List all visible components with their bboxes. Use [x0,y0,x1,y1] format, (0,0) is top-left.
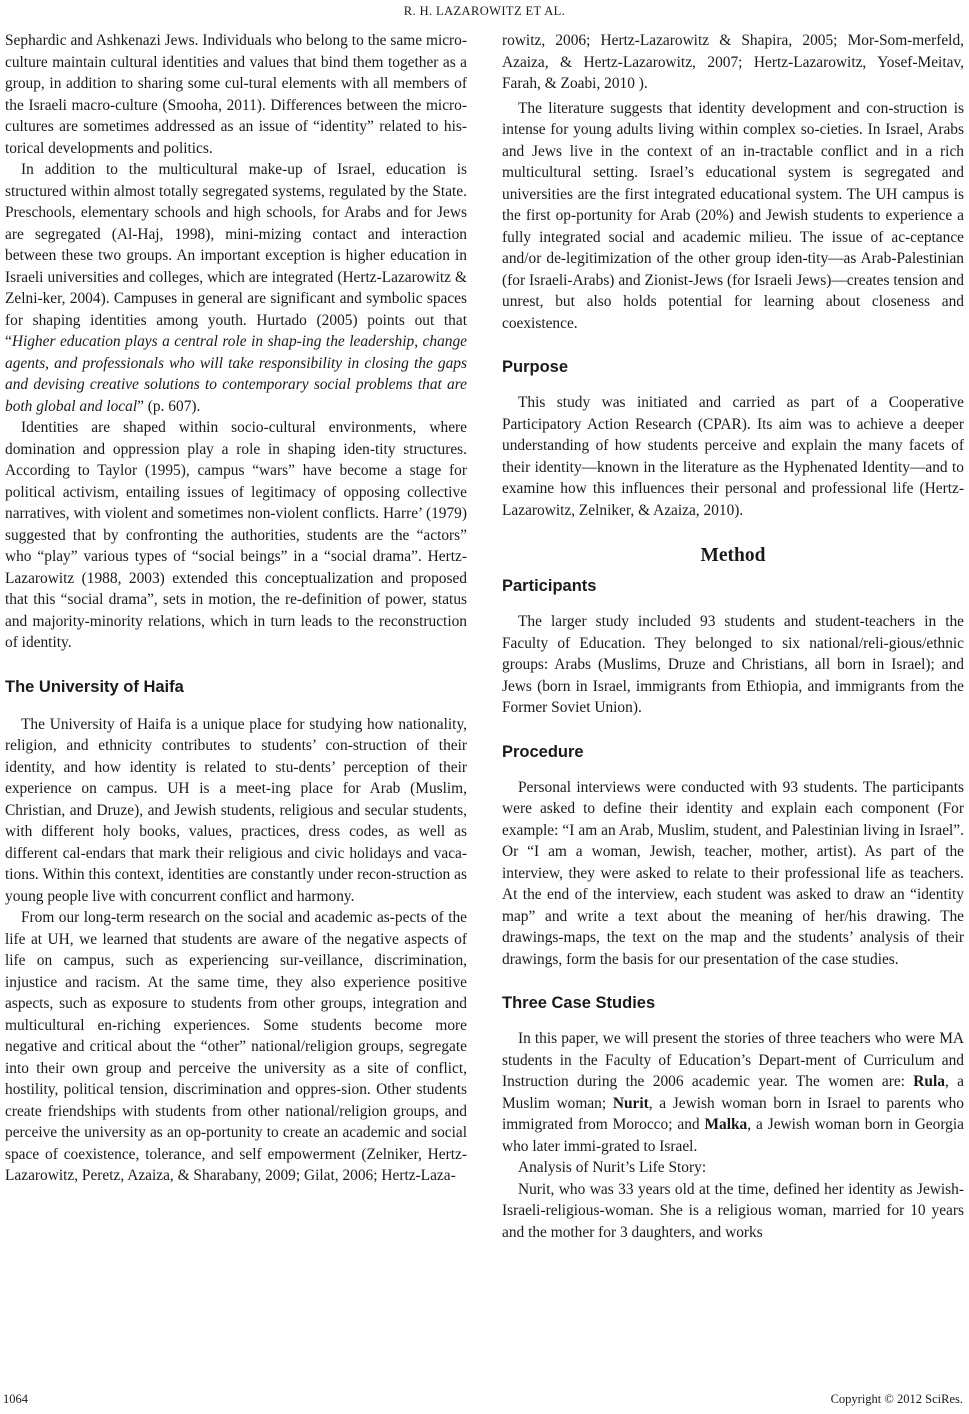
section-heading: The University of Haifa [5,677,184,696]
paragraph: Sephardic and Ashkenazi Jews. Individuals who belong to the same micro-culture maintain cultural identities and values that bind them together as a group, in addition to sharing some cul-tural elements with all members of the Israeli macro-culture (Smooha, 2011). Differences between the micro-cultures are sometimes addressed as an issue of “identity” related to his-torical developments and politics. [5,32,467,157]
paragraph: From our long-term research on the social and academic as-pects of the life at UH, we learned that students are aware of the negative aspects of life on campus, such as experiencing sur-veillance, discrimination, injustice and racism. At the same time, they also experience positive aspects, such as exposure to students from other groups, integration and multicultural en-riching experiences. Some students become more negative and critical about the “other” national/religion groups, segregate into their own group and perceive the university as a site of conflict, hostility, political tension, discrimination and oppres-sion. Other students create friendships with students from other national/religion groups, and perceive the university as an op-portunity to create an academic and social space of coexistence, tolerance, and self empowerment (Zelniker, Hertz-Lazarowitz, Peretz, Azaiza, & Sharabany, 2009; Gilat, 2006; Hertz-Laza- [5,909,467,1184]
running-head: R. H. LAZAROWITZ ET AL. [403,4,566,18]
paragraph [5,159,467,417]
paragraph: Nurit, who was 33 years old at the time, defined her identity as Jewish-Israeli-religious-woman. She is a religious woman, married for 10 years and the mother for 3 daughters, and works [502,1180,964,1241]
paragraph: Identities are shaped within socio-cultural environments, where domination and oppression play a role in shaping iden-tity structures. According to Taylor (1995), campus “wars” have become a stage for political activism, entailing issues of legitimacy of opposing collective narratives, with violent and sometimes non-violent conflicts. Harre’ (1979) suggested that by confronting the authorities, students are the “actors” who “play” various types of “social beings” in a “social drama”. Hertz-Lazarowitz (1988, 2003) extended this conceptualization and proposed that this “social drama”, sets in motion, the re-definition of power, status and majority-minority relations, which in turn leads to the reconstruction of identity. [5,419,467,651]
right-column [502,30,964,1243]
paragraph [502,1028,964,1157]
paragraph-text: In addition to the multicultural make-up of Israel, education is structured within almost totally segregated systems, regulated by the State. Preschools, elementary schools and high schools, for Arabs and for Jews are segregated (Al-Haj, 1998), mini-mizing contact and interaction between these two groups. An important exception is higher education in Israeli universities and colleges, which are integrated (Hertz-Lazarowitz & Zelni-ker, 2004). Campuses in general are significant and symbolic spaces for shaping identities among youth. Hurtado (2005) points out that “ [5,161,467,350]
page-number: 1064 [3,1392,28,1406]
paragraph-text: , a Jewish woman born in Israel to parents who immigrated from Morocco; and [502,1094,964,1133]
paragraph-text: In this paper, we will present the stories of three teachers who were MA students in the Faculty of Education’s Depart-ment of Curriculum and Instruction during the 2006 academic year. The women are: [502,1030,964,1090]
section-heading: Three Case Studies [502,994,656,1012]
paragraph: The literature suggests that identity development and con-struction is intense for young adults living within complex so-cieties. In Israel, Arabs and Jews live in the context of an in-tractable conflict and in a rich multicultural setting. Israel’s educational system is segregated and universities are the first integrated educational system. The UH campus is the first op-portunity for Arab (20%) and Jewish students to experience a fully integrated social and academic milieu. The issue of ac-ceptance and/or de-legitimization of the other group iden-tity—as Arab-Palestinian (for Israeli-Arabs) and Zionist-Jews (for Israeli Jews)—creates tension and unrest, but also holds potential for learning about closeness and coexistence. [502,99,964,332]
participant-name: Nurit [612,1094,649,1112]
paragraph: rowitz, 2006; Hertz-Lazarowitz & Shapira, 2005; Mor-Som-merfeld, Azaiza, & Hertz-Lazarowitz, 2007; Hertz-Lazarowitz, Yosef-Meitav, Farah, & Zoabi, 2010 ). [502,32,964,92]
paragraph: The larger study included 93 students and student-teachers in the Faculty of Education. They belonged to six national/reli-gious/ethnic groups: Arabs (Muslims, Druze and Christians, all born in Israel); and Jews (born in Israel, immigrants from Ethiopia, and immigrants from the Former Soviet Union). [502,613,964,716]
quotation: Higher education plays a central role in shap-ing the leadership, change agents, and professionals who will take responsibility in closing the gaps and devising creative solutions to contemporary social problems that are both global and local [5,333,467,415]
participant-name: Malka [704,1116,748,1133]
section-heading: Procedure [502,742,584,761]
paragraph: This study was initiated and carried as part of a Cooperative Participatory Action Research (CPAR). Its aim was to achieve a deeper understanding of how students perceive and explain the many facets of their identity—known in the literature as the Hyphenated Identity—and to examine how this influences their personal and professional life (Hertz-Lazarowitz, Zelniker, & Azaiza, 2010). [502,394,964,519]
copyright-notice: Copyright © 2012 SciRes. [830,1392,963,1406]
participant-name: Rula [913,1073,945,1090]
section-heading: Participants [502,577,597,595]
paragraph-text: , a Jewish woman born in Georgia who later immi-grated to Israel. [502,1116,964,1155]
major-heading: Method [700,545,766,566]
paragraph: The University of Haifa is a unique place for studying how nationality, religion, and ethnicity contributes to students’ con-struction of their identity, and how identity is related to stu-dents’ perception of their experience on campus. UH is a meet-ing place for Arab (Muslim, Christian, and Druze), and Jewish students, religious and secular students, with different holy books, values, practices, dress codes, as well as different cal-endars that mark their religious and civic holidays and vaca-tions. Within this context, identities are constantly under recon-struction as young people live with concurrent conflict and harmony. [5,715,467,905]
paragraph: Personal interviews were conducted with 93 students. The participants were asked to define their identity and explain each component (For example: “I am an Arab, Muslim, student, and Palestinian living in Israel”. Or “I am a woman, Jewish, teacher, mother, artist). As part of the interview, they were asked to relate to their professional life as teachers. At the end of the interview, each student was asked to draw an “identity map” and write a text about the meaning of her/his drawing. The drawings-maps, the text on the map and the students’ analysis of their drawings, form the basis for our presentation of the case studies. [502,778,964,968]
paragraph-text: , a Muslim woman; [502,1073,964,1112]
left-column [5,30,467,1187]
citation: ” (p. 607). [137,397,201,415]
section-heading: Purpose [502,358,569,376]
paragraph: Analysis of Nurit’s Life Story: [518,1159,707,1176]
